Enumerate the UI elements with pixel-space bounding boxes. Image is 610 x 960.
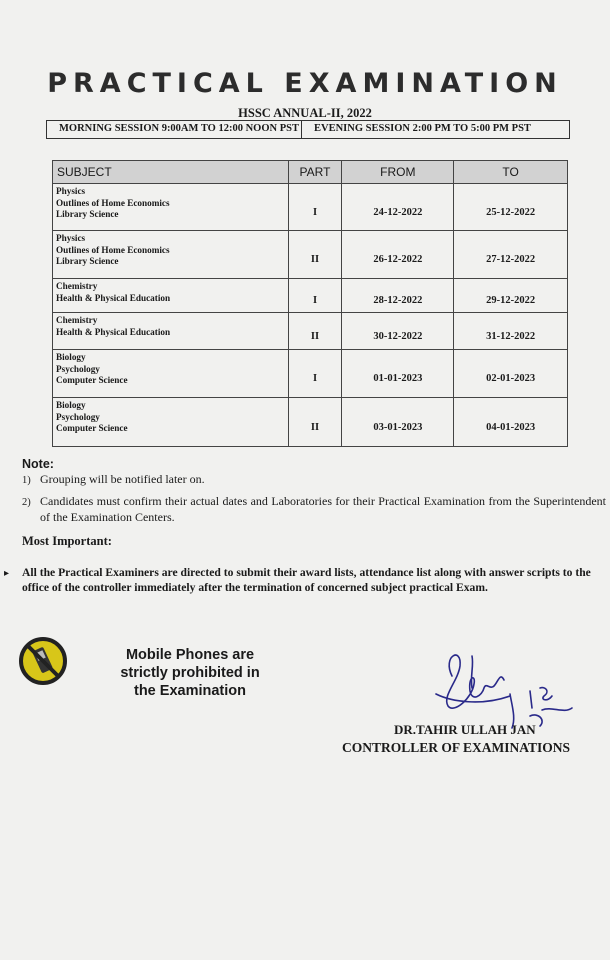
subject-name: Physics [56, 186, 86, 196]
important-heading: Most Important: [22, 534, 112, 548]
exam-subtitle: HSSC ANNUAL-II, 2022 [238, 106, 372, 120]
subject-name: Library Science [56, 256, 119, 267]
part-cell: II [288, 398, 342, 447]
to-date-cell: 27-12-2022 [454, 231, 568, 279]
from-date-cell: 01-01-2023 [342, 350, 454, 398]
subject-name: Psychology [56, 363, 100, 374]
subject-name: Health & Physical Education [56, 326, 171, 337]
subject-name: Physics [56, 233, 86, 243]
from-date-cell: 26-12-2022 [342, 231, 454, 279]
table-row [53, 279, 568, 313]
from-date-cell: 28-12-2022 [342, 279, 454, 313]
note-1-text: Grouping will be notified later on. [40, 472, 205, 486]
part-cell: I [288, 350, 342, 398]
to-date-cell: 02-01-2023 [454, 350, 568, 398]
mobile-notice-line: the Examination [134, 683, 246, 699]
schedule-table [52, 160, 568, 447]
to-date-cell: 29-12-2022 [454, 279, 568, 313]
subject-name: Biology [56, 400, 86, 410]
subject-cell [53, 184, 289, 231]
table-row [53, 350, 568, 398]
subject-name: Computer Science [56, 375, 128, 386]
table-row [53, 398, 568, 447]
header-subject: SUBJECT [53, 161, 289, 184]
subject-name: Biology [56, 352, 86, 362]
subject-name: Chemistry [56, 281, 98, 291]
signatory-name: DR.TAHIR ULLAH JAN [394, 722, 536, 737]
important-bullet: ▸ [4, 568, 10, 579]
note-2-text: Candidates must confirm their actual dates and Laboratories for their Practical Examination from the Superintendent of the Examination Centers. [40, 494, 606, 524]
subject-name: Computer Science [56, 423, 128, 434]
important-text: All the Practical Examiners are directed to submit their award lists, attendance list along with answer scripts to the office of the controller immediately after the termination of concerned subject practical Exam. [22, 566, 591, 594]
session-timings [46, 120, 570, 139]
subject-name: Health & Physical Education [56, 292, 171, 303]
part-cell: I [288, 279, 342, 313]
subject-cell [53, 313, 289, 350]
table-header-row [53, 161, 568, 184]
table-row [53, 231, 568, 279]
table-row [53, 184, 568, 231]
subject-cell [53, 350, 289, 398]
part-cell: II [288, 231, 342, 279]
to-date-cell: 31-12-2022 [454, 313, 568, 350]
subject-name: Outlines of Home Economics [56, 197, 170, 208]
to-date-cell: 04-01-2023 [454, 398, 568, 447]
part-cell: I [288, 184, 342, 231]
subject-cell [53, 231, 289, 279]
subject-name: Outlines of Home Economics [56, 244, 170, 255]
evening-session: EVENING SESSION 2:00 PM TO 5:00 PM PST [314, 123, 531, 134]
signatory-title: CONTROLLER OF EXAMINATIONS [342, 740, 571, 755]
subject-cell [53, 279, 289, 313]
note-1-number: 1) [22, 475, 31, 486]
note-item-2 [22, 493, 608, 525]
part-cell: II [288, 313, 342, 350]
note-2-number: 2) [22, 497, 31, 508]
header-to: TO [454, 161, 568, 184]
mobile-notice-line: strictly prohibited in [120, 665, 260, 681]
subject-name: Chemistry [56, 315, 98, 325]
signature-mark [412, 636, 602, 786]
subject-name: Library Science [56, 209, 119, 220]
page-title: PRACTICAL EXAMINATION [47, 68, 563, 99]
no-phone-icon [18, 636, 68, 686]
header-from: FROM [342, 161, 454, 184]
morning-session: MORNING SESSION 9:00AM TO 12:00 NOON PST [47, 121, 302, 138]
to-date-cell: 25-12-2022 [454, 184, 568, 231]
from-date-cell: 30-12-2022 [342, 313, 454, 350]
mobile-notice-line: Mobile Phones are [125, 647, 255, 663]
header-part: PART [288, 161, 342, 184]
note-heading: Note: [22, 457, 54, 471]
subject-cell [53, 398, 289, 447]
table-row [53, 313, 568, 350]
subject-name: Psychology [56, 411, 100, 422]
from-date-cell: 24-12-2022 [342, 184, 454, 231]
mobile-phones-notice [102, 646, 278, 700]
from-date-cell: 03-01-2023 [342, 398, 454, 447]
note-item-1 [22, 472, 205, 487]
